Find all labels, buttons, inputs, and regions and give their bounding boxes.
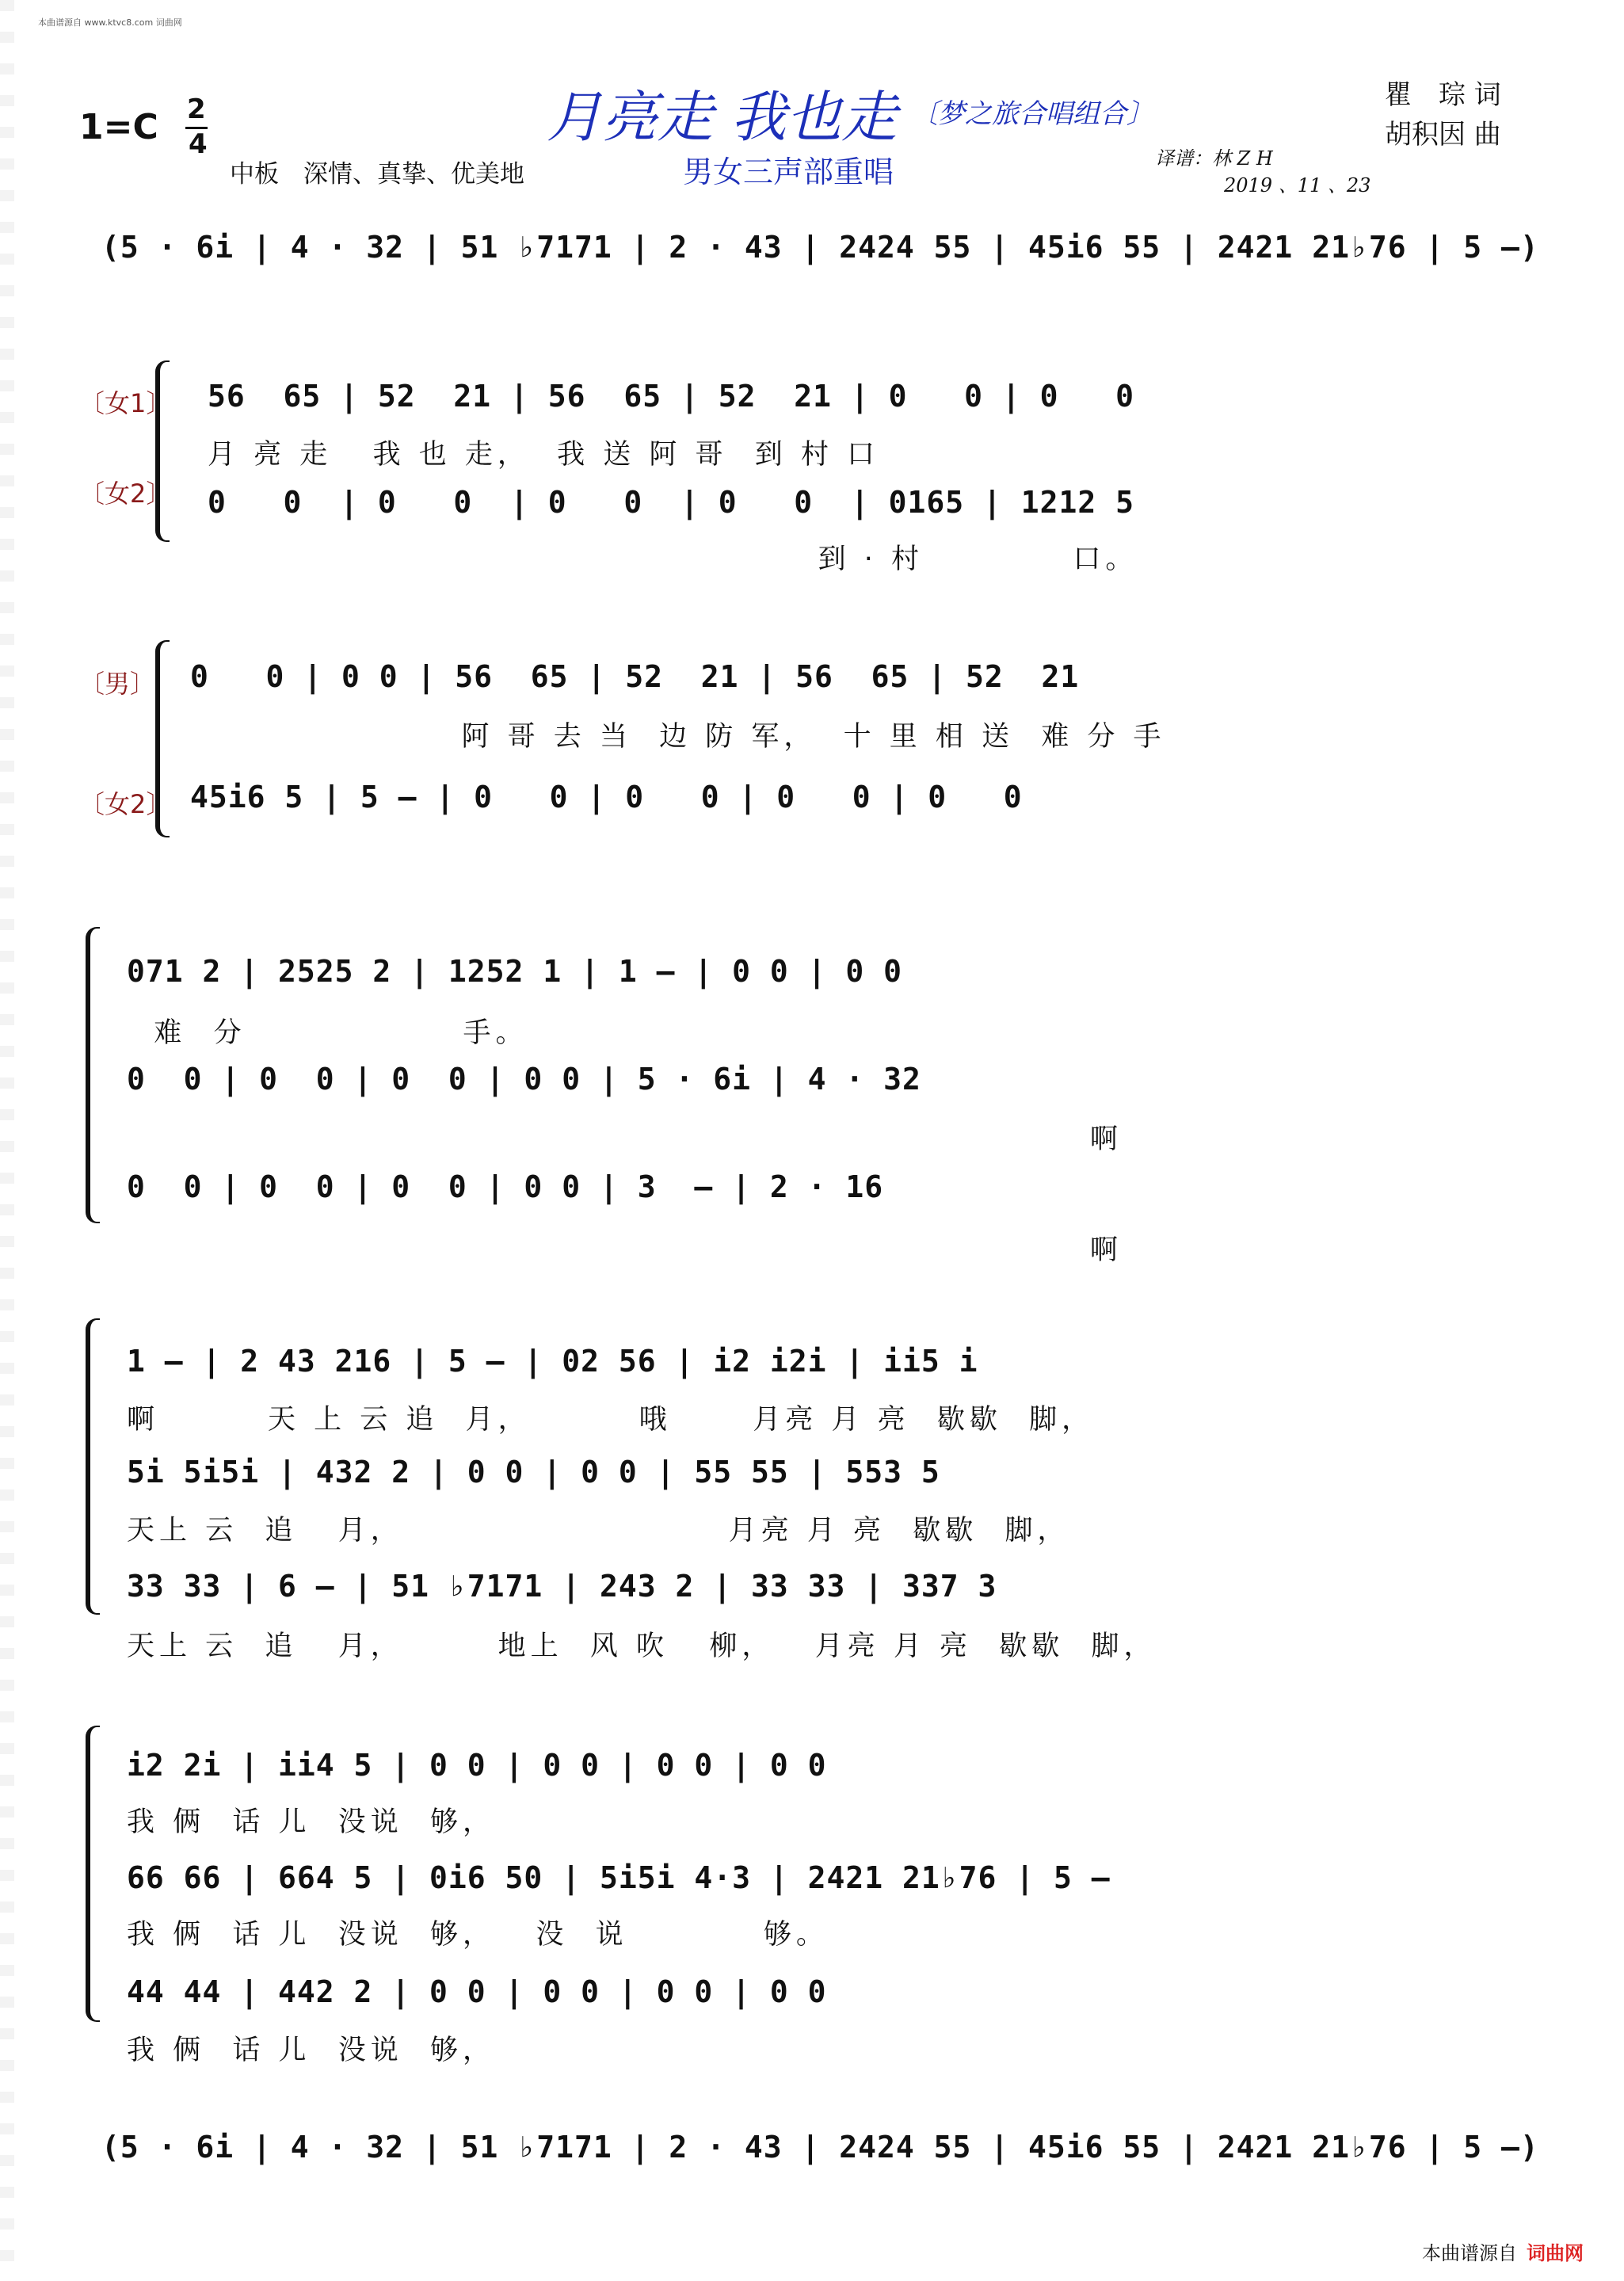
system-4-voice-3-lyrics: 天上 云 追 月， 地上 风 吹 柳， 月亮 月 亮 歇歇 脚，	[127, 1631, 1157, 1662]
intro-row: (5 · 6i | 4 · 32 | 51 ♭7171 | 2 · 43 | 2424 55 | 45i6 55 | 2421 21♭76 | 5 –)	[101, 230, 1539, 265]
arrangement-note: 男女三声部重唱	[683, 154, 894, 189]
system-4-voice-2-lyrics: 天上 云 追 月， 月亮 月 亮 歇歇 脚，	[127, 1515, 1070, 1547]
system-4-voice-1-lyrics: 啊 天 上 云 追 月， 哦 月亮 月 亮 歇歇 脚，	[127, 1404, 1095, 1436]
system-3-voice-1-notes: 071 2 | 2525 2 | 1252 1 | 1 – | 0 0 | 0 0	[127, 954, 902, 989]
transcription-date: 2019 、11 、23	[1224, 174, 1371, 196]
system-1-female-1-notes: 56 65 | 52 21 | 56 65 | 52 21 | 0 0 | 0 0	[208, 379, 1135, 414]
label-female-2b: 〔女2〕	[79, 789, 172, 819]
system-3-bracket	[86, 927, 100, 1223]
source-line: 本曲谱源自 www.ktvc8.com 词曲网	[38, 17, 182, 28]
system-1-female-2-notes: 0 0 | 0 0 | 0 0 | 0 0 | 0165 | 1212 5	[208, 485, 1135, 520]
system-5-voice-2-notes: 66 66 | 664 5 | 0i6 50 | 5i5i 4·3 | 2421 21♭76 | 5 –	[127, 1860, 1111, 1895]
song-subtitle: 〔梦之旅合唱组合〕	[911, 98, 1153, 130]
system-4-voice-2-notes: 5i 5i5i | 432 2 | 0 0 | 0 0 | 55 55 | 553 5	[127, 1455, 940, 1490]
system-3-voice-2-lyrics: 啊	[127, 1123, 1123, 1155]
system-5-voice-3-notes: 44 44 | 442 2 | 0 0 | 0 0 | 0 0 | 0 0	[127, 1974, 827, 2009]
system-3-voice-1-lyrics: 难 分 手。	[127, 1017, 528, 1049]
system-5-voice-1-lyrics: 我 俩 话 儿 没说 够，	[127, 1806, 496, 1838]
system-3-voice-2-notes: 0 0 | 0 0 | 0 0 | 0 0 | 5 · 6i | 4 · 32	[127, 1062, 921, 1097]
meter-top: 2	[187, 93, 206, 125]
label-female-1: 〔女1〕	[79, 388, 172, 418]
system-5-voice-2-lyrics: 我 俩 话 儿 没说 够， 没 说 够。	[127, 1919, 829, 1951]
label-female-2: 〔女2〕	[79, 479, 172, 509]
lyricist-credit: 瞿 琮 词	[1385, 79, 1501, 111]
system-3-voice-3-lyrics: 啊	[127, 1234, 1123, 1266]
system-1-female-1-lyrics: 月 亮 走 我 也 走， 我 送 阿 哥 到 村 口	[208, 439, 880, 471]
outro-row: (5 · 6i | 4 · 32 | 51 ♭7171 | 2 · 43 | 2424 55 | 45i6 55 | 2421 21♭76 | 5 –)	[101, 2130, 1539, 2165]
label-male: 〔男〕	[79, 669, 156, 699]
system-2-female-2-notes: 45i6 5 | 5 – | 0 0 | 0 0 | 0 0 | 0 0	[190, 780, 1023, 814]
system-5-bracket	[86, 1726, 100, 2022]
system-1-female-2-lyrics: 到 · 村 口。	[208, 544, 1138, 575]
system-5-voice-1-notes: i2 2i | ii4 5 | 0 0 | 0 0 | 0 0 | 0 0	[127, 1748, 827, 1783]
song-title: 月亮走 我也走	[547, 85, 898, 150]
translator-credit: 译谱：林 Z H	[1155, 147, 1273, 170]
footer-text: 本曲谱源自	[1422, 2242, 1517, 2264]
system-2-male-notes: 0 0 | 0 0 | 56 65 | 52 21 | 56 65 | 52 21	[190, 659, 1080, 694]
system-4-voice-3-notes: 33 33 | 6 – | 51 ♭7171 | 243 2 | 33 33 | 337 3	[127, 1569, 997, 1604]
system-2-male-lyrics: 阿 哥 去 当 边 防 军， 十 里 相 送 难 分 手	[190, 721, 1166, 753]
system-5-voice-3-lyrics: 我 俩 话 儿 没说 够，	[127, 2035, 496, 2066]
left-margin-watermark	[0, 0, 14, 2281]
system-4-bracket	[86, 1318, 100, 1615]
system-4-voice-1-notes: 1 – | 2 43 216 | 5 – | 02 56 | i2 i2i | ii5 i	[127, 1344, 978, 1379]
footer-source	[1422, 2237, 1584, 2265]
footer-site-link[interactable]: 词曲网	[1527, 2242, 1584, 2264]
tempo-marking: 中板 深情、真挚、优美地	[230, 160, 524, 189]
meter-bottom: 4	[189, 128, 208, 160]
system-3-voice-3-notes: 0 0 | 0 0 | 0 0 | 0 0 | 3 – | 2 · 16	[127, 1169, 884, 1204]
composer-credit: 胡积因 曲	[1385, 119, 1501, 151]
key-signature: 1=C	[79, 107, 158, 147]
